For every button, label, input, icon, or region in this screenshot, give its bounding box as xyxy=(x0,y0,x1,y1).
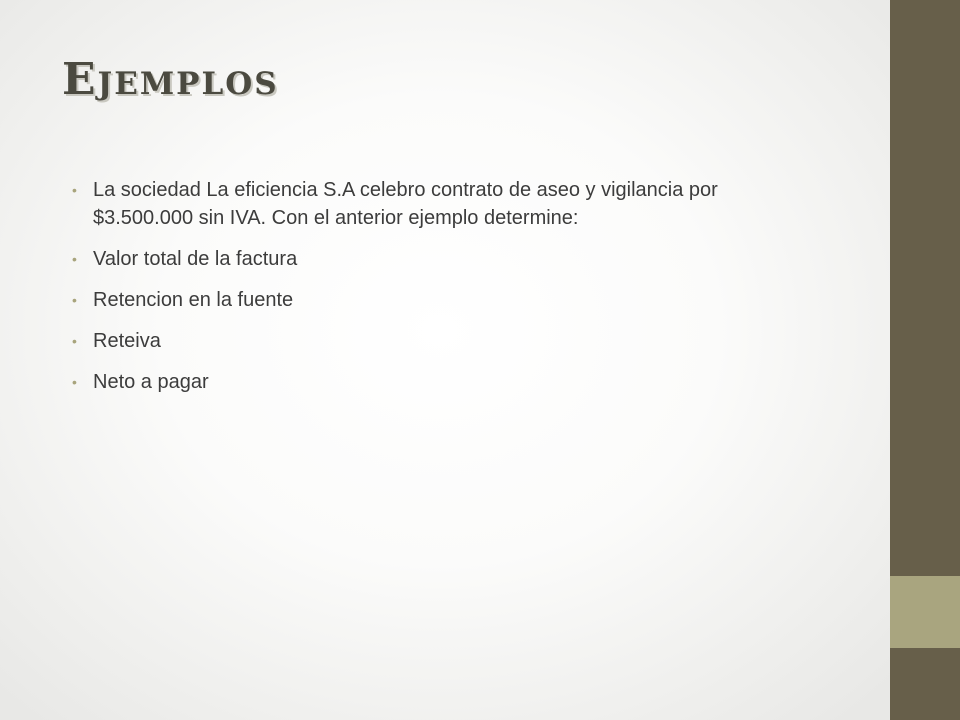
bullet-item-retencion xyxy=(72,286,792,314)
slide-title: Ejemplos xyxy=(62,54,279,105)
bullet-item-contract xyxy=(72,176,792,232)
bullet-item-reteiva xyxy=(72,327,792,355)
sidebar-decoration-dark-bottom xyxy=(890,648,960,720)
bullet-text: La sociedad La eficiencia S.A celebro contrato de aseo y vigilancia por $3.500.000 sin IVA. Con el anterior ejemplo determine: xyxy=(93,179,718,229)
sidebar-decoration-dark-top xyxy=(890,0,960,576)
bullet-text: Valor total de la factura xyxy=(93,248,298,270)
bullet-icon: • xyxy=(72,182,77,198)
bullet-icon: • xyxy=(72,374,77,390)
bullet-text: Reteiva xyxy=(93,330,161,352)
bullet-list xyxy=(72,176,792,409)
bullet-icon: • xyxy=(72,251,77,267)
bullet-icon: • xyxy=(72,292,77,308)
sidebar-decoration-light xyxy=(890,576,960,648)
bullet-item-total-factura xyxy=(72,245,792,273)
bullet-text: Retencion en la fuente xyxy=(93,289,294,311)
bullet-icon: • xyxy=(72,333,77,349)
bullet-text: Neto a pagar xyxy=(93,371,209,393)
bullet-item-neto xyxy=(72,368,792,396)
